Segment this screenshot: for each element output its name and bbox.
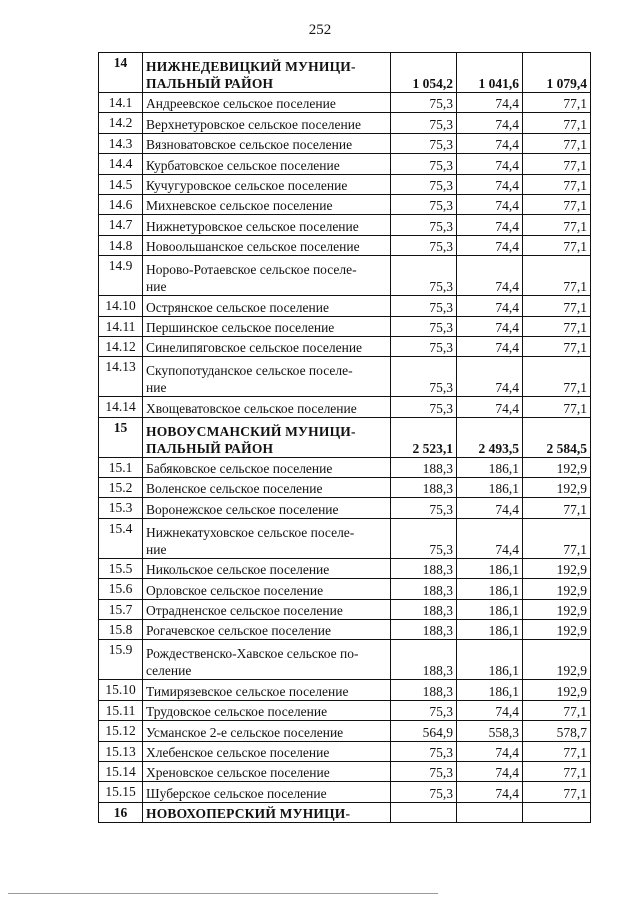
value-2-cell: 74,4 — [457, 761, 523, 781]
value-1-cell: 188,3 — [391, 680, 457, 700]
value-2-cell: 74,4 — [457, 397, 523, 417]
row-name-cell: НОВОХОПЕРСКИЙ МУНИЦИ- — [143, 802, 391, 822]
value-2-cell: 74,4 — [457, 215, 523, 235]
settlement-row — [99, 215, 591, 235]
settlement-row — [99, 761, 591, 781]
row-name-cell: Бабяковское сельское поселение — [143, 457, 391, 477]
row-name-cell: Кучугуровское сельское поселение — [143, 174, 391, 194]
value-1-cell: 564,9 — [391, 721, 457, 741]
value-3-cell: 2 584,5 — [523, 417, 591, 457]
value-2-cell: 74,4 — [457, 741, 523, 761]
row-name-cell: Воронежское сельское поселение — [143, 498, 391, 518]
settlement-row — [99, 133, 591, 153]
value-1-cell — [391, 802, 457, 822]
value-1-cell: 75,3 — [391, 316, 457, 336]
row-number-cell: 15.4 — [99, 518, 143, 558]
settlement-row — [99, 741, 591, 761]
value-3-cell: 192,9 — [523, 680, 591, 700]
value-2-cell: 74,4 — [457, 296, 523, 316]
value-2-cell: 74,4 — [457, 518, 523, 558]
settlement-row — [99, 154, 591, 174]
row-name-cell: Синелипяговское сельское поселение — [143, 336, 391, 356]
settlement-row — [99, 235, 591, 255]
row-name-cell: Шуберское сельское поселение — [143, 782, 391, 802]
row-number-cell: 15 — [99, 417, 143, 457]
row-number-cell: 14.13 — [99, 357, 143, 397]
row-name-cell: Рогачевское сельское поселение — [143, 620, 391, 640]
row-number-cell: 15.1 — [99, 457, 143, 477]
row-name-cell: Орловское сельское поселение — [143, 579, 391, 599]
row-number-cell: 14.5 — [99, 174, 143, 194]
value-1-cell: 188,3 — [391, 558, 457, 578]
value-2-cell: 74,4 — [457, 336, 523, 356]
page-edge-line — [8, 893, 438, 894]
row-name-cell: Андреевское сельское поселение — [143, 93, 391, 113]
value-3-cell: 192,9 — [523, 640, 591, 680]
value-2-cell: 74,4 — [457, 133, 523, 153]
value-1-cell: 188,3 — [391, 457, 457, 477]
value-3-cell: 77,1 — [523, 782, 591, 802]
row-name-cell: Норово-Ротаевское сельское поселе- ние — [143, 256, 391, 296]
value-2-cell: 74,4 — [457, 256, 523, 296]
value-2-cell: 558,3 — [457, 721, 523, 741]
row-number-cell: 15.14 — [99, 761, 143, 781]
value-3-cell: 77,1 — [523, 235, 591, 255]
value-1-cell: 188,3 — [391, 599, 457, 619]
settlement-row — [99, 174, 591, 194]
row-number-cell: 14.8 — [99, 235, 143, 255]
value-3-cell: 77,1 — [523, 154, 591, 174]
row-number-cell: 14.14 — [99, 397, 143, 417]
value-3-cell: 77,1 — [523, 215, 591, 235]
settlement-row — [99, 498, 591, 518]
settlement-row — [99, 680, 591, 700]
value-2-cell: 74,4 — [457, 154, 523, 174]
row-name-cell: Новоольшанское сельское поселение — [143, 235, 391, 255]
value-3-cell: 77,1 — [523, 316, 591, 336]
settlement-row — [99, 721, 591, 741]
value-3-cell: 77,1 — [523, 296, 591, 316]
row-name-cell: Острянское сельское поселение — [143, 296, 391, 316]
row-name-cell: Вязноватовское сельское поселение — [143, 133, 391, 153]
value-3-cell: 192,9 — [523, 599, 591, 619]
value-3-cell: 77,1 — [523, 256, 591, 296]
row-name-cell: Першинское сельское поселение — [143, 316, 391, 336]
value-1-cell: 188,3 — [391, 478, 457, 498]
value-1-cell: 75,3 — [391, 93, 457, 113]
district-row — [99, 417, 591, 457]
settlement-row — [99, 558, 591, 578]
row-number-cell: 15.5 — [99, 558, 143, 578]
value-2-cell: 186,1 — [457, 478, 523, 498]
row-name-cell: Нижнекатуховское сельское поселе- ние — [143, 518, 391, 558]
value-2-cell: 186,1 — [457, 620, 523, 640]
row-name-cell: НОВОУСМАНСКИЙ МУНИЦИ- ПАЛЬНЫЙ РАЙОН — [143, 417, 391, 457]
value-3-cell: 77,1 — [523, 174, 591, 194]
value-1-cell: 1 054,2 — [391, 53, 457, 93]
value-3-cell: 77,1 — [523, 397, 591, 417]
row-number-cell: 14.9 — [99, 256, 143, 296]
value-1-cell: 188,3 — [391, 640, 457, 680]
row-number-cell: 15.13 — [99, 741, 143, 761]
value-1-cell: 75,3 — [391, 700, 457, 720]
settlement-row — [99, 397, 591, 417]
value-1-cell: 75,3 — [391, 741, 457, 761]
settlement-row — [99, 640, 591, 680]
value-2-cell: 74,4 — [457, 357, 523, 397]
row-number-cell: 15.3 — [99, 498, 143, 518]
row-name-cell: Отрадненское сельское поселение — [143, 599, 391, 619]
value-1-cell: 75,3 — [391, 498, 457, 518]
value-3-cell: 192,9 — [523, 558, 591, 578]
value-1-cell: 75,3 — [391, 113, 457, 133]
value-1-cell: 75,3 — [391, 518, 457, 558]
row-number-cell: 14.1 — [99, 93, 143, 113]
row-name-cell: Рождественско-Хавское сельское по- селение — [143, 640, 391, 680]
value-2-cell: 74,4 — [457, 235, 523, 255]
row-number-cell: 15.15 — [99, 782, 143, 802]
value-3-cell: 192,9 — [523, 457, 591, 477]
value-1-cell: 188,3 — [391, 620, 457, 640]
value-1-cell: 75,3 — [391, 133, 457, 153]
row-number-cell: 15.7 — [99, 599, 143, 619]
table-body — [99, 53, 591, 823]
value-3-cell: 77,1 — [523, 336, 591, 356]
value-2-cell: 74,4 — [457, 782, 523, 802]
value-1-cell: 75,3 — [391, 296, 457, 316]
settlement-row — [99, 599, 591, 619]
row-name-cell: Хвощеватовское сельское поселение — [143, 397, 391, 417]
row-name-cell: Курбатовское сельское поселение — [143, 154, 391, 174]
row-name-cell: Верхнетуровское сельское поселение — [143, 113, 391, 133]
page-number: 252 — [308, 22, 332, 38]
row-number-cell: 14.11 — [99, 316, 143, 336]
value-2-cell: 2 493,5 — [457, 417, 523, 457]
value-1-cell: 75,3 — [391, 782, 457, 802]
row-number-cell: 16 — [99, 802, 143, 822]
row-number-cell: 15.8 — [99, 620, 143, 640]
value-2-cell: 74,4 — [457, 174, 523, 194]
value-2-cell: 74,4 — [457, 194, 523, 214]
value-2-cell: 186,1 — [457, 599, 523, 619]
value-3-cell: 77,1 — [523, 133, 591, 153]
value-3-cell: 77,1 — [523, 700, 591, 720]
row-name-cell: Усманское 2-е сельское поселение — [143, 721, 391, 741]
value-3-cell: 77,1 — [523, 741, 591, 761]
settlement-row — [99, 296, 591, 316]
row-name-cell: Нижнетуровское сельское поселение — [143, 215, 391, 235]
value-3-cell: 192,9 — [523, 478, 591, 498]
settlement-row — [99, 357, 591, 397]
value-2-cell: 74,4 — [457, 316, 523, 336]
row-name-cell: НИЖНЕДЕВИЦКИЙ МУНИЦИ- ПАЛЬНЫЙ РАЙОН — [143, 53, 391, 93]
value-1-cell: 75,3 — [391, 174, 457, 194]
value-2-cell: 74,4 — [457, 700, 523, 720]
settlement-row — [99, 620, 591, 640]
value-1-cell: 75,3 — [391, 194, 457, 214]
row-number-cell: 15.9 — [99, 640, 143, 680]
row-number-cell: 15.12 — [99, 721, 143, 741]
row-number-cell: 14.7 — [99, 215, 143, 235]
settlement-row — [99, 93, 591, 113]
district-row — [99, 802, 591, 822]
settlement-row — [99, 457, 591, 477]
row-number-cell: 14.12 — [99, 336, 143, 356]
value-2-cell: 186,1 — [457, 457, 523, 477]
settlement-row — [99, 518, 591, 558]
value-1-cell: 188,3 — [391, 579, 457, 599]
value-3-cell: 77,1 — [523, 498, 591, 518]
value-3-cell: 1 079,4 — [523, 53, 591, 93]
row-number-cell: 14 — [99, 53, 143, 93]
value-1-cell: 75,3 — [391, 336, 457, 356]
settlement-row — [99, 782, 591, 802]
value-2-cell: 74,4 — [457, 498, 523, 518]
value-3-cell: 77,1 — [523, 113, 591, 133]
value-3-cell: 578,7 — [523, 721, 591, 741]
value-1-cell: 75,3 — [391, 154, 457, 174]
settlement-row — [99, 700, 591, 720]
row-name-cell: Михневское сельское поселение — [143, 194, 391, 214]
value-3-cell: 192,9 — [523, 579, 591, 599]
value-2-cell: 186,1 — [457, 558, 523, 578]
row-name-cell: Никольское сельское поселение — [143, 558, 391, 578]
row-number-cell: 14.4 — [99, 154, 143, 174]
settlement-row — [99, 316, 591, 336]
row-name-cell: Хреновское сельское поселение — [143, 761, 391, 781]
row-number-cell: 14.2 — [99, 113, 143, 133]
value-3-cell: 77,1 — [523, 357, 591, 397]
value-1-cell: 75,3 — [391, 235, 457, 255]
settlement-row — [99, 478, 591, 498]
settlement-row — [99, 256, 591, 296]
row-number-cell: 15.6 — [99, 579, 143, 599]
value-2-cell: 186,1 — [457, 640, 523, 680]
value-2-cell: 1 041,6 — [457, 53, 523, 93]
settlement-row — [99, 336, 591, 356]
district-row — [99, 53, 591, 93]
settlement-row — [99, 113, 591, 133]
row-name-cell: Тимирязевское сельское поселение — [143, 680, 391, 700]
value-1-cell: 2 523,1 — [391, 417, 457, 457]
budget-table — [98, 52, 591, 823]
value-1-cell: 75,3 — [391, 357, 457, 397]
settlement-row — [99, 194, 591, 214]
row-number-cell: 15.10 — [99, 680, 143, 700]
row-number-cell: 14.10 — [99, 296, 143, 316]
value-3-cell — [523, 802, 591, 822]
row-name-cell: Трудовское сельское поселение — [143, 700, 391, 720]
value-2-cell — [457, 802, 523, 822]
row-name-cell: Воленское сельское поселение — [143, 478, 391, 498]
row-name-cell: Хлебенское сельское поселение — [143, 741, 391, 761]
value-3-cell: 77,1 — [523, 194, 591, 214]
value-3-cell: 77,1 — [523, 518, 591, 558]
value-2-cell: 186,1 — [457, 680, 523, 700]
value-2-cell: 74,4 — [457, 93, 523, 113]
value-1-cell: 75,3 — [391, 397, 457, 417]
row-number-cell: 14.6 — [99, 194, 143, 214]
value-3-cell: 77,1 — [523, 761, 591, 781]
row-number-cell: 15.11 — [99, 700, 143, 720]
value-3-cell: 192,9 — [523, 620, 591, 640]
value-1-cell: 75,3 — [391, 761, 457, 781]
value-2-cell: 74,4 — [457, 113, 523, 133]
row-name-cell: Скупопотуданское сельское поселе- ние — [143, 357, 391, 397]
value-2-cell: 186,1 — [457, 579, 523, 599]
row-number-cell: 15.2 — [99, 478, 143, 498]
row-number-cell: 14.3 — [99, 133, 143, 153]
settlement-row — [99, 579, 591, 599]
value-1-cell: 75,3 — [391, 256, 457, 296]
value-3-cell: 77,1 — [523, 93, 591, 113]
value-1-cell: 75,3 — [391, 215, 457, 235]
